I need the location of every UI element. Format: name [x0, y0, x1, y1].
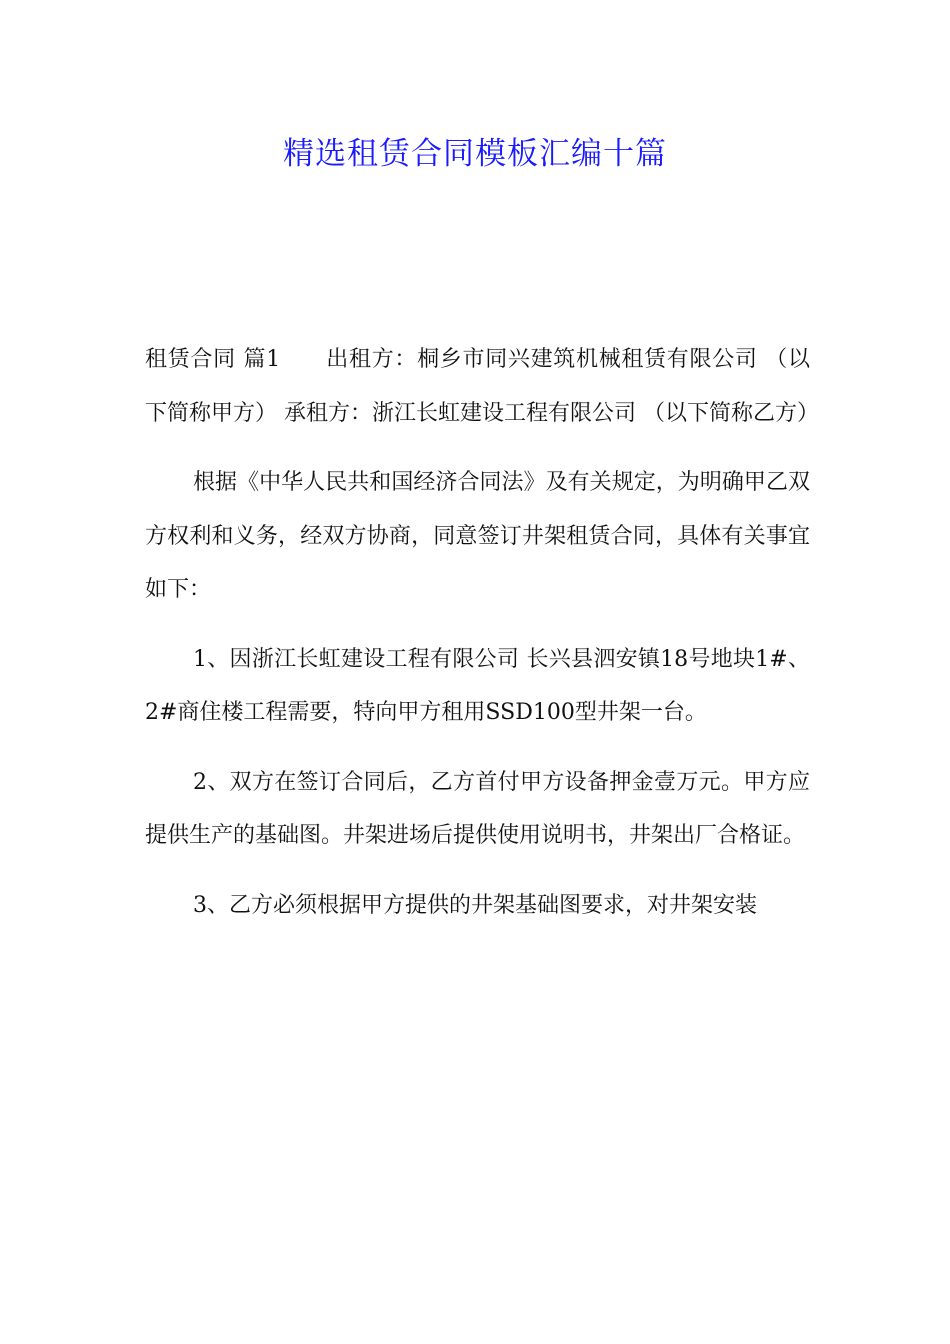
paragraph-clause-2: 2、双方在签订合同后，乙方首付甲方设备押金壹万元。甲方应提供生产的基础图。井架进场后提供使用说明书，井架出厂合格证。	[145, 769, 810, 848]
paragraph-clause-1: 1、因浙江长虹建设工程有限公司 长兴县泗安镇18号地块1#、2#商住楼工程需要，特向甲方租用SSD100型井架一台。	[145, 646, 810, 725]
paragraph-preamble: 根据《中华人民共和国经济合同法》及有关规定，为明确甲乙双方权利和义务，经双方协商，同意签订井架租赁合同，具体有关事宜如下：	[145, 470, 810, 602]
document-body	[145, 333, 819, 932]
paragraph-parties: 租赁合同 篇1 出租方：桐乡市同兴建筑机械租赁有限公司 （以下简称甲方） 承租方：浙江长虹建设工程有限公司 （以下简称乙方）	[145, 347, 819, 426]
document-title: 精选租赁合同模板汇编十篇	[283, 136, 667, 172]
paragraph-clause-3: 3、乙方必须根据甲方提供的井架基础图要求，对井架安装	[193, 892, 757, 918]
